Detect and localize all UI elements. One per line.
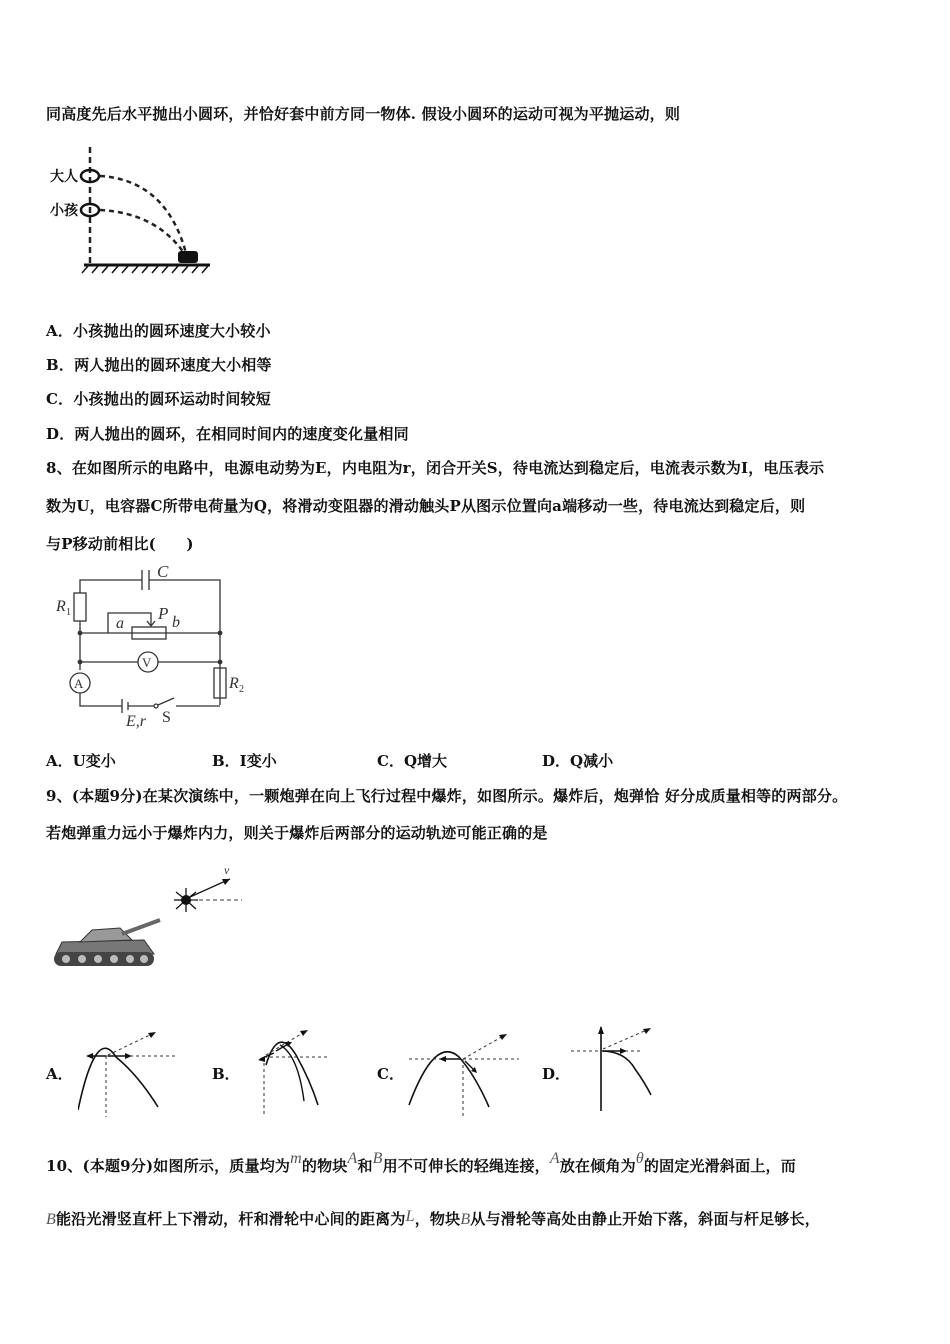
q10-text-2b: ，物块 (414, 1210, 461, 1228)
q9-option-c: C． (377, 1065, 404, 1083)
r2-subscript: 2 (239, 684, 244, 695)
ring-throw-figure (46, 145, 216, 275)
block-a-symbol-2: A (549, 1150, 560, 1167)
child-label: 小孩 (50, 204, 78, 219)
q9-option-b: B． (212, 1065, 240, 1083)
trajectory-figure-d (565, 1025, 675, 1120)
block-b-symbol-3: B (460, 1211, 471, 1228)
q8-option-a: A．U变小 (46, 752, 116, 770)
end-b-label: b (172, 614, 180, 631)
velocity-label: v (224, 863, 230, 877)
q8-line-3: 与P移动前相比( ) (46, 535, 194, 553)
capacitor-label: C (157, 562, 169, 581)
ammeter-label: A (74, 676, 84, 691)
r1-label: R (56, 598, 66, 615)
q9-option-a: A． (46, 1065, 73, 1083)
end-a-label: a (116, 615, 124, 632)
length-symbol: L (405, 1208, 415, 1225)
q10-text-2c: 从与滑轮等高处由静止开始下落，斜面与杆足够长， (470, 1210, 820, 1228)
block-b-symbol-2: B (46, 1211, 56, 1228)
q7-option-d: D．两人抛出的圆环，在相同时间内的速度变化量相同 (46, 425, 409, 443)
adult-label: 大人 (50, 170, 78, 185)
trajectory-figure-a (78, 1025, 188, 1120)
voltmeter-label: V (142, 655, 152, 670)
q10-text-1e: 放在倾角为 (559, 1157, 636, 1175)
intro-line: 同高度先后水平抛出小圆环，并恰好套中前方同一物体. 假设小圆环的运动可视为平抛运动，则 (46, 105, 681, 123)
q10-text-1d: 用不可伸长的轻绳连接， (382, 1157, 550, 1175)
q8-option-b: B．I变小 (212, 752, 277, 770)
slider-p-label: P (158, 604, 169, 623)
trajectory-figure-c (405, 1025, 525, 1120)
q9-line-2: 若炮弹重力远小于爆炸内力，则关于爆炸后两部分的运动轨迹可能正确的是 (46, 824, 548, 842)
q7-option-b: B．两人抛出的圆环速度大小相等 (46, 356, 272, 374)
r1-subscript: 1 (66, 607, 71, 618)
q8-option-d: D．Q减小 (542, 752, 614, 770)
tank-explosion-figure (50, 862, 250, 977)
q8-option-c: C．Q增大 (377, 752, 448, 770)
q7-option-c: C．小孩抛出的圆环运动时间较短 (46, 390, 271, 408)
theta-symbol: θ (635, 1150, 644, 1167)
q10-line-1 (46, 1150, 796, 1176)
switch-label: S (162, 709, 171, 726)
q10-text-1f: 的固定光滑斜面上，而 (643, 1157, 796, 1175)
q10-text-1b: 的物块 (301, 1157, 348, 1175)
block-b-symbol: B (372, 1150, 383, 1167)
mass-symbol: m (290, 1150, 302, 1167)
circuit-figure (50, 560, 260, 730)
q8-line-2: 数为U，电容器C所带电荷量为Q，将滑动变阻器的滑动触头P从图示位置向a端移动一些，待电流达到稳定后，则 (46, 497, 806, 515)
q10-text-2a: 能沿光滑竖直杆上下滑动，杆和滑轮中心间的距离为 (55, 1210, 406, 1228)
q10-text-1c: 和 (357, 1157, 373, 1175)
q8-line-1: 8、在如图所示的电路中，电源电动势为E，内电阻为r，闭合开关S，待电流达到稳定后，电流表示数为I，电压表示 (46, 459, 825, 477)
block-a-symbol: A (347, 1150, 358, 1167)
battery-label: E,r (126, 713, 146, 730)
q9-option-d: D． (542, 1065, 571, 1083)
q9-line-1: 9、(本题9分)在某次演练中，一颗炮弹在向上飞行过程中爆炸，如图所示。爆炸后，炮弹恰 好分成质量相等的两部分。 (46, 787, 848, 805)
trajectory-figure-b (250, 1025, 360, 1120)
q7-option-a: A．小孩抛出的圆环速度大小较小 (46, 322, 271, 340)
r2-label: R (229, 675, 239, 692)
q10-text-1a: 10、(本题9分)如图所示，质量均为 (46, 1157, 291, 1175)
q10-line-2 (46, 1208, 820, 1229)
